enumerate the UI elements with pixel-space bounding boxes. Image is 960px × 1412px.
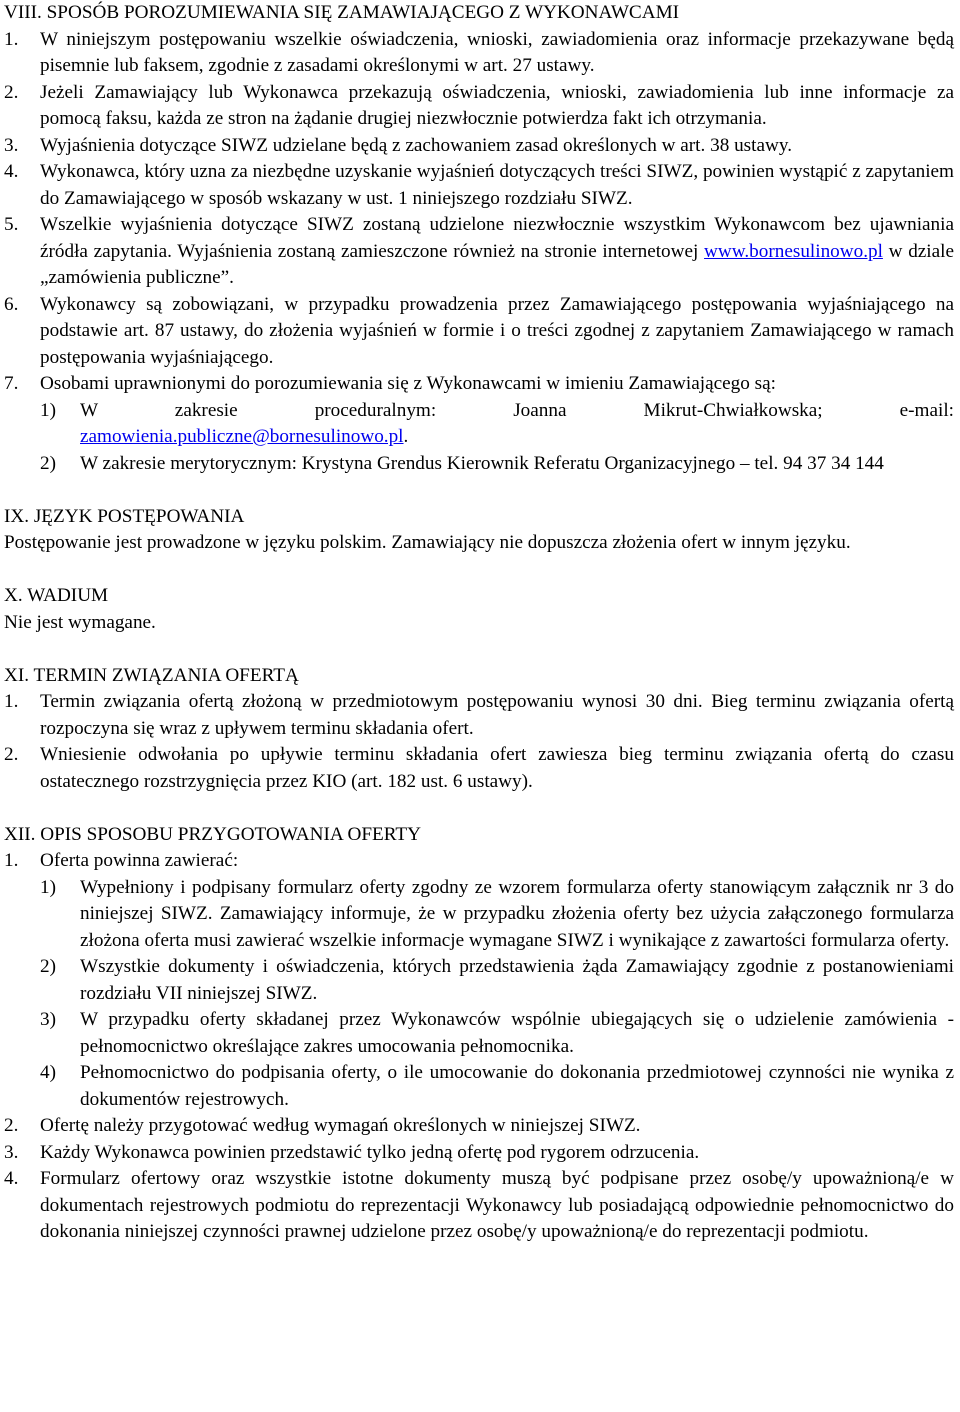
sub-item-text: Wypełniony i podpisany formularz oferty zgodny ze wzorem formularza oferty stanowiącym załącznik nr 3 do niniejszej SIWZ. Zamawiający informuje, że w przypadku złożenia oferty bez użycia załączonego formularza złożona oferta musi zawierać wszelkie informacje wymagane SIWZ i wynikające z zawartości formularza oferty.: [80, 876, 954, 951]
item-text: Jeżeli Zamawiający lub Wykonawca przekazują oświadczenia, wnioski, zawiadomienia lub inne informacje za pomocą faksu, każda ze stron na żądanie drugiej niezwłocznie potwierdza fakt ich otrzymania.: [40, 81, 954, 129]
website-link[interactable]: www.bornesulinowo.pl: [704, 240, 883, 262]
item-text: Wykonawcy są zobowiązani, w przypadku prowadzenia przez Zamawiającego postępowania wyjaśniającego na podstawie art. 87 ustawy, do złożenia wyjaśnień w formie i o treści zgodnej z zapytaniem Zamawiającego w ramach postępowania wyjaśniającego.: [40, 293, 954, 368]
item-number: 6.: [4, 293, 19, 315]
item-number: 2.: [4, 81, 19, 103]
section-heading-xii: XII. OPIS SPOSOBU PRZYGOTOWANIA OFERTY: [4, 823, 421, 845]
sub-item-number: 2): [40, 452, 56, 474]
item-number: 1.: [4, 28, 19, 50]
list-item: [4, 292, 954, 372]
contact-procedural: W zakresie proceduralnym: Joanna Mikrut-Chwiałkowska; e-mail:: [80, 399, 954, 421]
item-number: 3.: [4, 1141, 19, 1163]
item-text: W niniejszym postępowaniu wszelkie oświadczenia, wnioski, zawiadomienia oraz informacje przekazywane będą pisemnie lub faksem, zgodnie z zasadami określonymi w art. 27 ustawy.: [40, 28, 954, 76]
item-text-part: w dziale „zamówienia publiczne”.: [40, 240, 954, 288]
list-item: [4, 742, 954, 795]
sub-item-number: 4): [40, 1062, 56, 1083]
list-item: [4, 133, 954, 160]
item-text: Wyjaśnienia dotyczące SIWZ udzielane będą z zachowaniem zasad określonych w art. 38 ustawy.: [40, 134, 792, 156]
section-heading-ix: IX. JĘZYK POSTĘPOWANIA: [4, 505, 245, 527]
sub-list-item: [40, 875, 954, 955]
item-number: 1.: [4, 691, 19, 712]
sub-list-item: [40, 954, 954, 1007]
email-link[interactable]: zamowienia.publiczne@bornesulinowo.pl: [80, 426, 404, 447]
item-text: Wniesienie odwołania po upływie terminu składania ofert zawiesza bieg terminu związania ofertą do czasu ostatecznego rozstrzygnięcia przez KIO (art. 182 ust. 6 ustawy).: [40, 744, 954, 792]
sub-list-item: [40, 398, 954, 451]
item-number: 7.: [4, 373, 19, 394]
item-text: Wykonawca, który uzna za niezbędne uzyskanie wyjaśnień dotyczących treści SIWZ, powinien wystąpić z zapytaniem do Zamawiającego w sposób wskazany w ust. 1 niniejszego rozdziału SIWZ.: [40, 161, 954, 209]
list-item: [4, 1166, 954, 1246]
item-number: 3.: [4, 134, 19, 156]
sub-item-number: 2): [40, 956, 56, 977]
section-heading-viii: VIII. SPOSÓB POROZUMIEWANIA SIĘ ZAMAWIAJĄCEGO Z WYKONAWCAMI: [4, 2, 680, 23]
item-number: 1.: [4, 850, 19, 871]
list-item: [4, 848, 954, 875]
item-text: Każdy Wykonawca powinien przedstawić tylko jedną ofertę pod rygorem odrzucenia.: [40, 1141, 700, 1163]
list-item: [4, 80, 954, 133]
list-item: [4, 371, 954, 398]
section-heading-xi: XI. TERMIN ZWIĄZANIA OFERTĄ: [4, 664, 299, 686]
sub-item-number: 1): [40, 399, 56, 421]
sub-item-number: 3): [40, 1009, 56, 1030]
list-item: [4, 159, 954, 212]
section-heading-x: X. WADIUM: [4, 585, 109, 606]
sub-item-number: 1): [40, 876, 56, 898]
list-item: [4, 212, 954, 292]
item-text: Formularz ofertowy oraz wszystkie istotne dokumenty muszą być podpisane przez osobę/y upoważnioną/e w dokumentach rejestrowych podmiotu do reprezentacji Wykonawcy lub posiadającą odpowiednie pełnomocnictwo do dokonania niniejszej czynności prawnej udzielone przez osobę/y upoważnioną/e do reprezentacji podmiotu.: [40, 1168, 954, 1242]
list-item: [4, 1140, 954, 1167]
item-text: Osobami uprawnionymi do porozumiewania się z Wykonawcami w imieniu Zamawiającego są:: [40, 373, 776, 394]
list-item: [4, 1113, 954, 1140]
sub-list-item: [40, 451, 954, 478]
list-item: [4, 27, 954, 80]
punctuation: .: [403, 426, 409, 447]
item-number: 4.: [4, 1168, 19, 1189]
sub-item-text: W zakresie merytorycznym: Krystyna Grendus Kierownik Referatu Organizacyjnego – tel. 94 37 34 144: [80, 452, 884, 474]
sub-item-text: Pełnomocnictwo do podpisania oferty, o ile umocowanie do dokonania przedmiotowej czynności nie wynika z dokumentów rejestrowych.: [80, 1062, 954, 1110]
sub-list-item: [40, 1007, 954, 1060]
list-item: [4, 689, 954, 742]
item-number: 2.: [4, 744, 19, 765]
item-number: 2.: [4, 1115, 19, 1136]
sub-item-text: W przypadku oferty składanej przez Wykonawców wspólnie ubiegających się o udzielenie zamówienia - pełnomocnictwo określające zakres umocowania pełnomocnika.: [80, 1009, 954, 1057]
item-text: Termin związania ofertą złożoną w przedmiotowym postępowaniu wynosi 30 dni. Bieg terminu związania ofertą rozpoczyna się wraz z upływem terminu składania ofert.: [40, 691, 954, 739]
item-text: [40, 212, 954, 292]
sub-list-item: [40, 1060, 954, 1113]
section-paragraph: Nie jest wymagane.: [4, 611, 156, 633]
item-text-part: Wszelkie wyjaśnienia dotyczące SIWZ zostaną udzielone niezwłocznie wszystkim Wykonawcom bez ujawniania źródła zapytania. Wyjaśnienia zostaną zamieszczone również na stronie internetowej: [40, 214, 954, 262]
sub-item-text: Wszystkie dokumenty i oświadczenia, których przedstawienia żąda Zamawiający zgodnie z postanowieniami rozdziału VII niniejszej SIWZ.: [80, 956, 954, 1004]
item-text: Ofertę należy przygotować według wymagań określonych w niniejszej SIWZ.: [40, 1115, 641, 1136]
section-paragraph: Postępowanie jest prowadzone w języku polskim. Zamawiający nie dopuszcza złożenia ofert w innym języku.: [4, 532, 851, 553]
item-text: Oferta powinna zawierać:: [40, 850, 239, 871]
item-number: 4.: [4, 161, 19, 182]
sub-item-text: [80, 398, 954, 451]
item-number: 5.: [4, 214, 19, 235]
